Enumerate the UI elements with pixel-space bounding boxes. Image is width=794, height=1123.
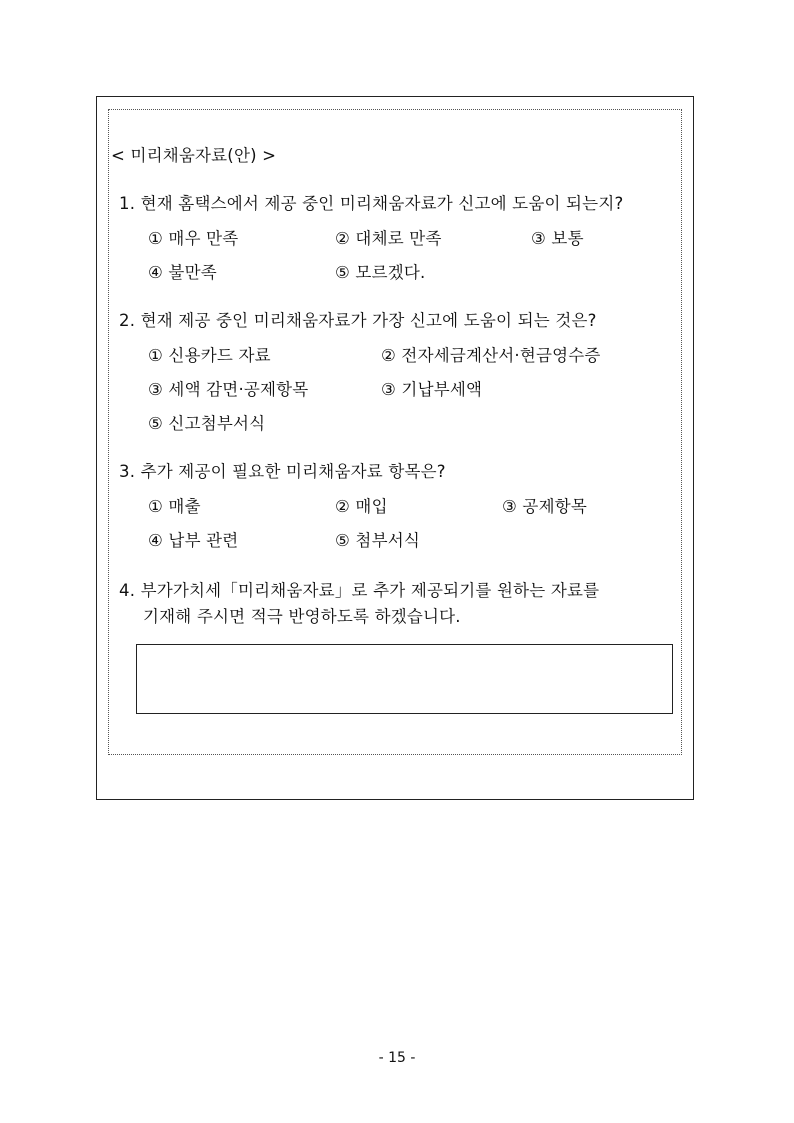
survey-outer-frame xyxy=(96,96,694,800)
question-2-text: 2. 현재 제공 중인 미리채움자료가 가장 신고에 도움이 되는 것은? xyxy=(119,311,597,330)
question-3-text: 3. 추가 제공이 필요한 미리채움자료 항목은? xyxy=(119,462,446,481)
question-4-text-line2: 기재해 주시면 적극 반영하도록 하겠습니다. xyxy=(143,607,461,626)
section-title: < 미리채움자료(안) > xyxy=(111,146,277,165)
q1-option-1[interactable]: ① 매우 만족 xyxy=(148,229,239,248)
q2-option-4[interactable]: ③ 기납부세액 xyxy=(381,380,483,399)
q1-option-4[interactable]: ④ 불만족 xyxy=(148,263,217,282)
free-answer-box[interactable] xyxy=(136,644,673,714)
question-4-text-line1: 4. 부가가치세「미리채움자료」로 추가 제공되기를 원하는 자료를 xyxy=(119,581,600,600)
q3-option-2[interactable]: ② 매입 xyxy=(335,497,388,516)
page-number: - 15 - xyxy=(378,1050,416,1066)
q3-option-5[interactable]: ⑤ 첨부서식 xyxy=(335,531,420,550)
q1-option-2[interactable]: ② 대체로 만족 xyxy=(335,229,442,248)
q3-option-1[interactable]: ① 매출 xyxy=(148,497,201,516)
q2-option-1[interactable]: ① 신용카드 자료 xyxy=(148,346,271,365)
question-1-text: 1. 현재 홈택스에서 제공 중인 미리채움자료가 신고에 도움이 되는지? xyxy=(119,194,624,213)
q1-option-3[interactable]: ③ 보통 xyxy=(531,229,584,248)
q2-option-5[interactable]: ⑤ 신고첨부서식 xyxy=(148,414,266,433)
q1-option-5[interactable]: ⑤ 모르겠다. xyxy=(335,263,426,282)
survey-inner-frame xyxy=(108,109,682,755)
q2-option-2[interactable]: ② 전자세금계산서·현금영수증 xyxy=(381,346,601,365)
q3-option-3[interactable]: ③ 공제항목 xyxy=(502,497,587,516)
q3-option-4[interactable]: ④ 납부 관련 xyxy=(148,531,239,550)
q2-option-3[interactable]: ③ 세액 감면·공제항목 xyxy=(148,380,309,399)
